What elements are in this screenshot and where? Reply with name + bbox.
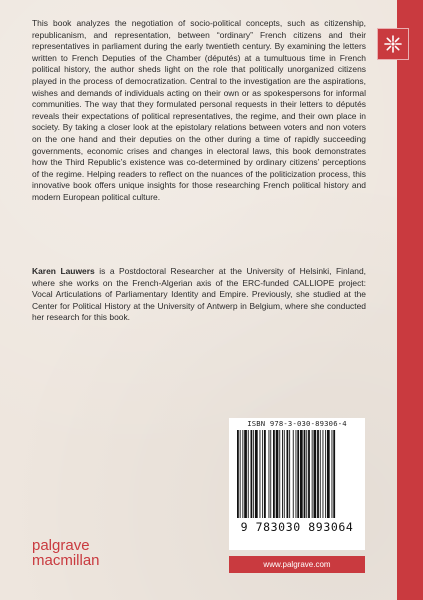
barcode-bar [273, 430, 275, 518]
author-name: Karen Lauwers [32, 266, 95, 276]
barcode-bar [314, 430, 317, 518]
barcode-bar [264, 430, 266, 518]
barcode-bar [308, 430, 310, 518]
publisher-name-line2: macmillan [32, 552, 100, 569]
barcode-bar [289, 430, 290, 518]
palgrave-logo-badge [377, 28, 409, 60]
barcode-bar [237, 430, 239, 518]
barcode-bar [244, 430, 247, 518]
barcode-bar [270, 430, 271, 518]
publisher-name-line1: palgrave [32, 537, 90, 554]
barcode-bar [306, 430, 307, 518]
barcode-bar [287, 430, 289, 518]
author-bio [32, 266, 366, 324]
isbn-barcode [229, 418, 365, 550]
barcode-bar [297, 430, 299, 518]
barcode-bar [327, 430, 330, 518]
author-bio-text: is a Postdoctoral Researcher at the University of Helsinki, Finland, where she works on the French-Algerian axis of the ERC-funded CALLIOPE project: Vocal Articulations of Parliamentary Identity and Empire. Previously, she studied at the Center for Political History at the University of Antwerp in Belgium, where she conducted her research for this book. [32, 266, 367, 323]
barcode-bars [235, 430, 359, 520]
barcode-bar [296, 430, 297, 518]
barcode-bar [325, 430, 326, 518]
barcode-bar [312, 430, 313, 518]
barcode-bar [300, 430, 303, 518]
barcode-bar [242, 430, 243, 518]
barcode-bar [251, 430, 253, 518]
barcode-bar [332, 430, 333, 518]
barcode-bar [323, 430, 324, 518]
book-abstract: This book analyzes the negotiation of socio-political concepts, such as citizenship, republicanism, and representation, between “ordinary” French citizens and their representatives in parliament during the early twentieth century. By examining the letters written to French Deputies of the Chamber (députés) at a tumultuous time in French political history, the author sheds light on the role that politically unorganized citizens played in the process of democratization. Central to the investigation are the aspirations, wishes and demands of individuals acting on their own or as spokespersons for informal communities. The way that they formulated personal requests in their letters to députés reveals their expectations of political representatives, the regime, and their own place in society. By taking a closer look at the epistolary relations between voters and non voters on the one hand and their deputies on the other during a time of rapidly succeeding governments, economic crises and changes in electoral laws, this book demonstrates how the Third Republic’s existence was co-determined by ordinary citizens’ perceptions of the regime. Helping readers to reflect on the nuances of the politicization process, this innovative book offers unique insights for those researching French political history and modern European political culture. [32, 18, 366, 202]
barcode-bar [262, 430, 263, 518]
red-spine-stripe [397, 0, 423, 600]
palgrave-sunburst-icon [383, 34, 403, 54]
barcode-bar [279, 430, 280, 518]
barcode-bar [284, 430, 285, 518]
barcode-bar [293, 430, 294, 518]
barcode-bar [333, 430, 335, 518]
barcode-digits: 9 783030 893064 [240, 520, 354, 534]
barcode-bar [320, 430, 321, 518]
barcode-bar [248, 430, 249, 518]
barcode-bar [317, 430, 319, 518]
barcode-bar [269, 430, 270, 518]
isbn-label: ISBN 978-3-030-89306-4 [247, 419, 347, 428]
barcode-bar [276, 430, 279, 518]
publisher-url-bar [229, 556, 365, 573]
publisher-logo [32, 538, 100, 568]
barcode-bar [282, 430, 283, 518]
publisher-url: www.palgrave.com [263, 560, 331, 569]
barcode-bar [304, 430, 306, 518]
barcode-bar [253, 430, 254, 518]
barcode-bar [240, 430, 241, 518]
barcode-bar [255, 430, 258, 518]
barcode-bar [260, 430, 261, 518]
